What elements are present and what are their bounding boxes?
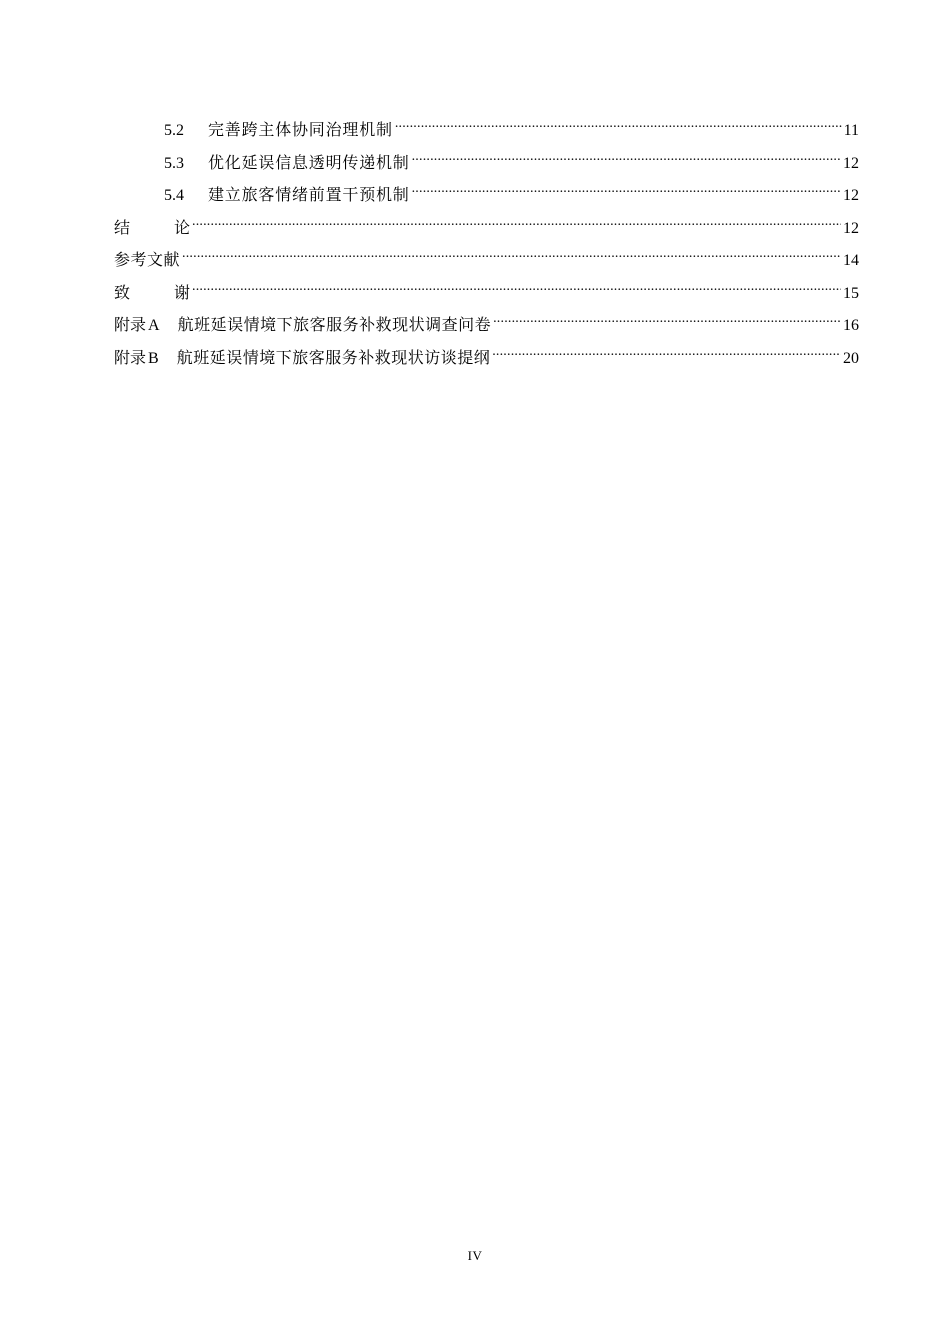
toc-entry-5-3[interactable] [114, 152, 859, 175]
toc-entry-title: 完善跨主体协同治理机制 [208, 120, 393, 139]
toc-leader-dots [395, 121, 842, 135]
toc-entry-page: 16 [843, 317, 859, 334]
toc-entry-page: 11 [843, 122, 859, 139]
toc-entry-title: 建立旅客情绪前置干预机制 [208, 185, 410, 204]
toc-entry-5-4[interactable] [114, 184, 859, 207]
appendix-prefix: 附录 [114, 347, 147, 367]
toc-entry-page: 12 [843, 187, 859, 204]
toc-leader-dots [412, 154, 841, 168]
title-char: 论 [173, 217, 190, 237]
title-char: 致 [114, 282, 150, 302]
toc-entry-title [114, 217, 190, 239]
table-of-contents [114, 119, 859, 379]
toc-leader-dots [493, 316, 841, 330]
toc-entry-page: 12 [843, 219, 859, 237]
title-char: 谢 [173, 282, 190, 302]
title-char: 结 [114, 217, 150, 237]
page-number-footer: IV [467, 1248, 483, 1263]
toc-entry-title: 航班延误情境下旅客服务补救现状访谈提纲 [176, 347, 491, 367]
appendix-letter: B [148, 349, 159, 367]
toc-entry-number: 5.4 [164, 187, 184, 204]
toc-leader-dots [412, 186, 841, 200]
toc-entry-page: 15 [843, 284, 859, 302]
toc-entry-appendix-b[interactable] [114, 347, 859, 370]
toc-entry-title [114, 282, 190, 304]
appendix-letter: A [148, 317, 160, 334]
toc-entry-page: 12 [843, 154, 859, 172]
appendix-prefix: 附录 [114, 315, 147, 334]
toc-entry-5-2[interactable] [114, 119, 859, 142]
toc-entry-title: 参考文献 [114, 250, 181, 269]
toc-entry-title: 优化延误信息透明传递机制 [208, 152, 410, 172]
toc-entry-appendix-a[interactable] [114, 314, 859, 337]
toc-entry-number: 5.3 [164, 154, 184, 172]
toc-entry-number: 5.2 [164, 122, 184, 139]
toc-leader-dots [182, 251, 841, 265]
toc-leader-dots [492, 349, 841, 363]
toc-entry-conclusion[interactable] [114, 217, 859, 240]
toc-entry-page: 20 [843, 349, 859, 367]
toc-entry-acknowledgements[interactable] [114, 282, 859, 305]
toc-entry-references[interactable] [114, 249, 859, 272]
toc-entry-page: 14 [843, 252, 859, 269]
toc-leader-dots [192, 219, 841, 233]
toc-leader-dots [192, 284, 841, 298]
toc-entry-title: 航班延误情境下旅客服务补救现状调查问卷 [177, 315, 492, 334]
